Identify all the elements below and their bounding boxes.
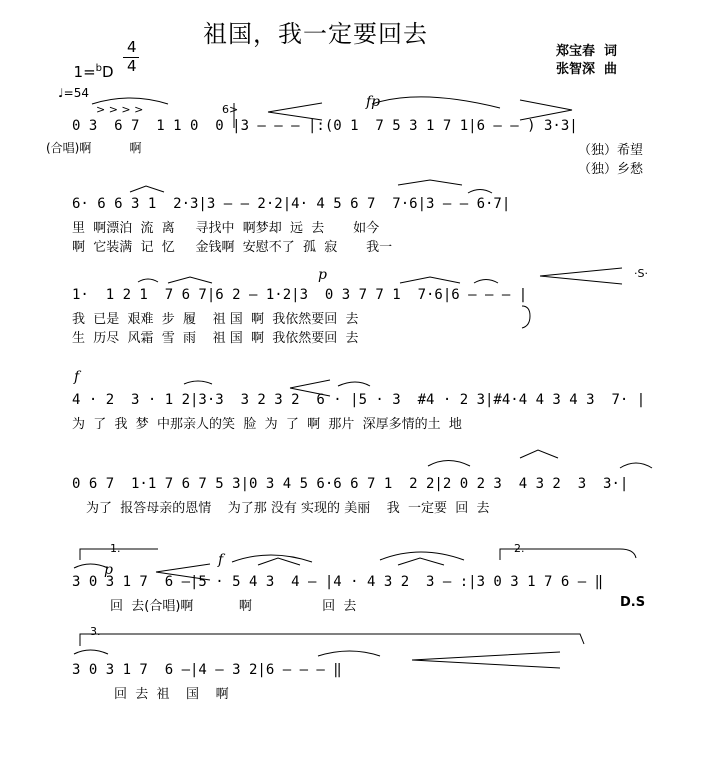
slur: [474, 280, 498, 284]
volta-2: 2.: [514, 542, 525, 555]
slur: [372, 97, 500, 108]
crescendo: [290, 380, 330, 396]
dynamic-fp: fp: [366, 94, 381, 110]
triplet-bracket: [398, 180, 462, 185]
tempo-marking: ♩=54: [58, 86, 89, 100]
time-signature-bottom: 4: [127, 57, 137, 75]
solo-lyrics-1: （独）希望: [578, 143, 644, 158]
dynamic-f: f: [74, 369, 80, 385]
triplet-bracket: [400, 277, 460, 283]
volta-1: 1.: [110, 542, 121, 555]
key-prefix: 1=: [73, 63, 96, 81]
triplet-bracket: [130, 186, 164, 192]
volta-bracket-3: [80, 634, 584, 646]
ds-mark: D.S: [620, 595, 646, 610]
slur: [232, 555, 312, 562]
dynamic-p-2: p: [104, 562, 113, 578]
slur: [74, 564, 108, 568]
crescendo: [268, 103, 322, 120]
slur: [184, 381, 212, 384]
notation-line-3: 1· 1 2 1 7 6 7|6 2 — 1·2|3 0 3 7 7 1 7·6|6 — — — |: [72, 287, 528, 303]
lyrics-line-3a: 我 已是 艰难 步 履 祖 国 啊 我依然要回 去: [72, 312, 359, 327]
dynamic-f-2: f: [218, 552, 224, 568]
dynamic-p: p: [318, 267, 327, 283]
slur: [74, 650, 108, 654]
notation-line-2: 6· 6 6 3 1 2·3|3 — — 2·2|4· 4 5 6 7 7·6|3 — — 6·7|: [72, 196, 511, 212]
triplet-bracket: [258, 558, 300, 565]
slur: [620, 463, 652, 468]
notation-line-1: 0 3 6 7 1 1 0 0 |3 — — — |:(0 1 7 5 3 1 7 1|6 — — ) 3·3|: [72, 118, 578, 134]
triplet-bracket: [168, 277, 212, 283]
lyrics-line-6: 回 去(合唱)啊 啊 回 去: [110, 599, 357, 614]
notation-line-4: 4 · 2 3 · 1 2|3·3 3 2 3 2 6 · |5 · 3 #4 · 2 3|#4·4 4 3 4 3 7· |: [72, 392, 646, 408]
triplet-bracket: [398, 558, 444, 565]
crescendo: [156, 564, 210, 580]
lyrics-line-1: (合唱)啊 啊: [46, 141, 142, 155]
bracket: [522, 306, 530, 328]
segno-mark: ·S·: [634, 267, 648, 280]
key-note: D: [102, 63, 114, 81]
solo-lyrics-2: （独）乡愁: [578, 162, 644, 177]
time-signature-top: 4: [127, 38, 137, 56]
slur: [338, 382, 370, 386]
slur: [428, 461, 470, 467]
lyrics-line-2b: 啊 它装满 记 忆 金钱啊 安慰不了 孤 寂 我一: [72, 240, 393, 255]
slur: [318, 651, 380, 656]
lyrics-line-2a: 里 啊漂泊 流 离 寻找中 啊梦却 远 去 如今: [72, 221, 380, 236]
lyrics-line-4: 为 了 我 梦 中那亲人的笑 脸 为 了 啊 那片 深厚多情的土 地: [72, 417, 462, 432]
accent-marks: > > > >: [96, 103, 144, 116]
notation-line-7: 3 0 3 1 7 6 —|4 — 3 2|6 — — — ‖: [72, 662, 342, 678]
slur: [138, 279, 158, 282]
lyrics-line-5: 为了 报答母亲的恩情 为了那 没有 实现的 美丽 我 一定要 回 去: [86, 501, 490, 516]
volta-bracket-1: [80, 549, 158, 560]
triplet-bracket: [520, 450, 558, 458]
key-flat: b: [95, 63, 103, 74]
notation-line-5: 0 6 7 1·1 7 6 7 5 3|0 3 4 5 6·6 6 7 1 2 2|2 0 2 3 4 3 2 3 3·|: [72, 476, 629, 492]
lyricist-credit: 郑宝春 词: [556, 44, 618, 59]
notation-line-6: 3 0 3 1 7 6 —|5 · 5 4 3 4 — |4 · 4 3 2 3 — :|3 0 3 1 7 6 — ‖: [72, 574, 604, 590]
volta-3: 3.: [90, 625, 101, 638]
lyrics-line-3b: 生 历尽 风霜 雪 雨 祖 国 啊 我依然要回 去: [72, 331, 359, 346]
crescendo: [540, 268, 622, 284]
song-title: 祖国，我一定要回去: [203, 20, 428, 48]
lyrics-line-7: 回 去 祖 国 啊: [114, 687, 229, 702]
slur: [92, 98, 168, 104]
slur: [468, 190, 492, 194]
decrescendo: [520, 100, 572, 120]
crescendo: [412, 652, 560, 668]
volta-bracket-2: [500, 549, 636, 560]
composer-credit: 张智深 曲: [556, 62, 618, 77]
bar-marker: 6>: [222, 103, 239, 116]
